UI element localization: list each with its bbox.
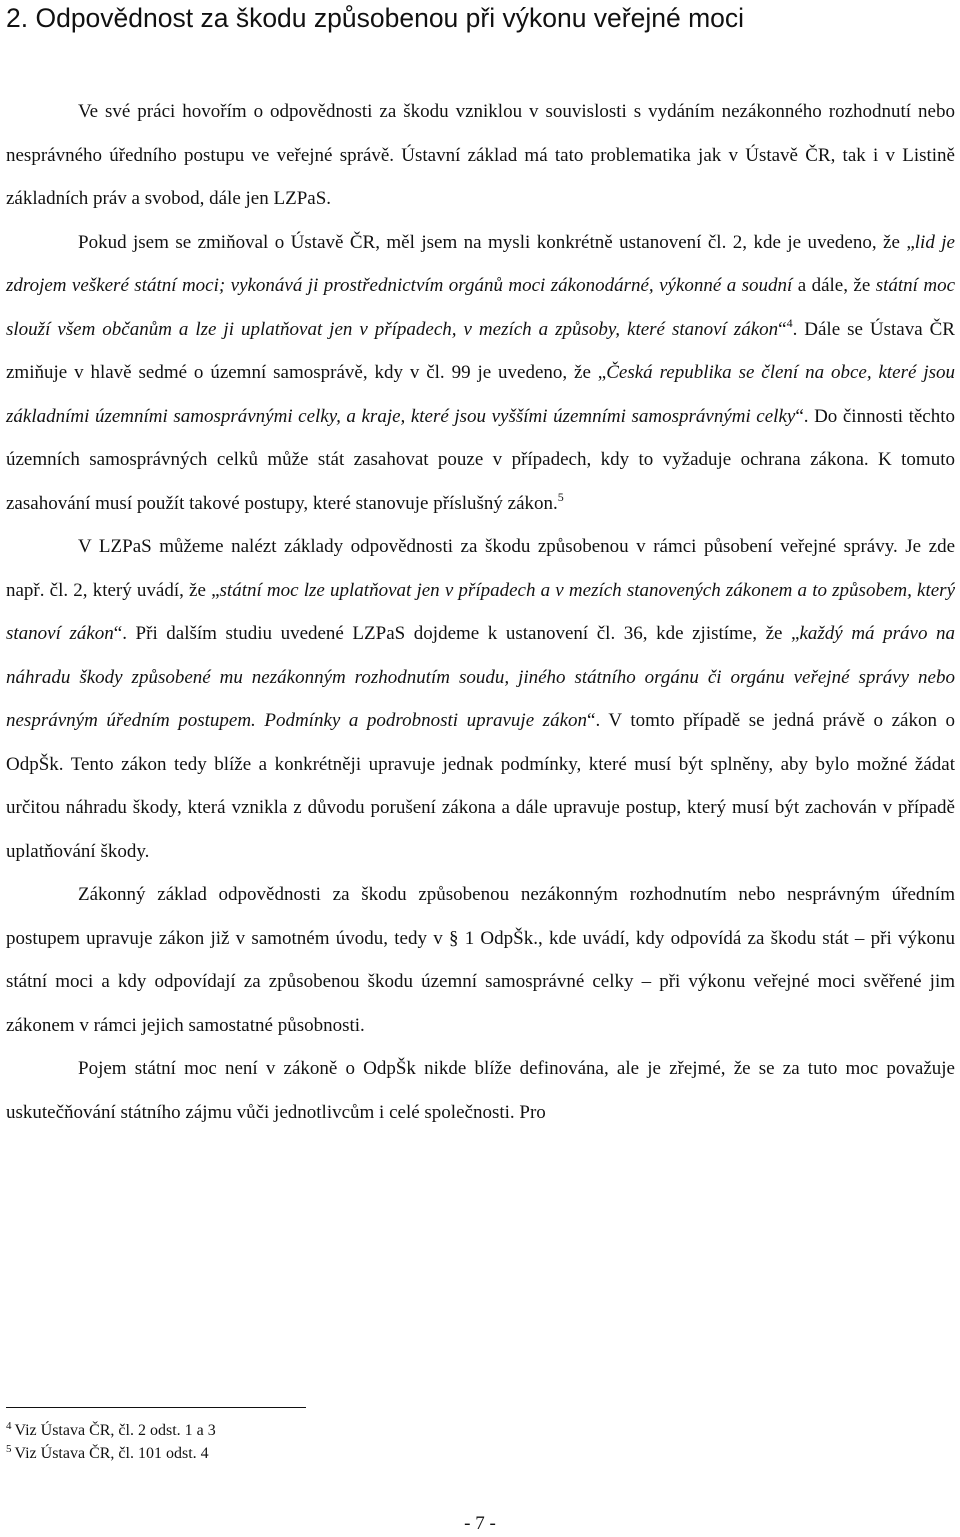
footnote-text: Viz Ústava ČR, čl. 2 odst. 1 a 3 bbox=[14, 1422, 216, 1439]
text-run: Pokud jsem se zmiňoval o Ústavě ČR, měl jsem na mysli konkrétně ustanovení čl. 2, kde je uvedeno, že „ bbox=[78, 231, 915, 253]
text-run: “. Do činnosti těchto územních samosprávných celků může stát zasahovat pouze v případech, kdy to vyžaduje ochrana zákona. K tomuto zasahování musí použít takové postupy, které stanovuje příslušný zákon. bbox=[6, 405, 955, 514]
paragraph-constitution bbox=[6, 221, 955, 526]
footnote-reference-4[interactable]: 4 bbox=[786, 315, 793, 330]
footnote-number: 5 bbox=[6, 1443, 12, 1455]
footnote-text: Viz Ústava ČR, čl. 101 odst. 4 bbox=[14, 1445, 209, 1462]
text-run: a dále, že bbox=[792, 275, 876, 296]
quote-state-power: státní moc slouží všem občanům a lze ji uplatňovat jen v případech, v mezích a způsoby, které stanoví zákon bbox=[6, 275, 956, 340]
quote-article-2: lid je zdrojem veškeré státní moci; vykonává ji prostřednictvím orgánů moci zákonodárné, výkonné a soudní bbox=[6, 231, 955, 296]
paragraph-statutory-basis: Zákonný základ odpovědnosti za škodu způsobenou nezákonným rozhodnutím nebo nesprávným úředním postupem upravuje zákon již v samotném úvodu, tedy v § 1 OdpŠk., kde uvádí, kdy odpovídá za škodu stát – při výkonu státní moci a kdy odpovídají za způsobenou škodu územní samosprávné celky – při výkonu veřejné moci svěřené jim zákonem v rámci jejich samostatné působnosti. bbox=[6, 884, 955, 1036]
footnote-5 bbox=[6, 1442, 606, 1465]
closing-quote: “ bbox=[778, 318, 787, 340]
page-number: - 7 - bbox=[464, 1513, 496, 1534]
paragraph-charter bbox=[6, 525, 955, 873]
footnotes bbox=[6, 1419, 606, 1465]
quote-article-99: Česká republika se člení na obce, které jsou základními územními samosprávnými celky, a kraje, které jsou vyššími územními samosprávnými celky bbox=[6, 362, 956, 427]
paragraph-intro: Ve své práci hovořím o odpovědnosti za škodu vzniklou v souvislosti s vydáním nezákonného rozhodnutí nebo nesprávného úředního postupu ve veřejné správě. Ústavní základ má tato problematika jak v Ústavě ČR, tak i v Listině základních práv a svobod, dále jen LZPaS. bbox=[6, 101, 955, 209]
footnote-4 bbox=[6, 1419, 606, 1442]
footnote-reference-5[interactable]: 5 bbox=[557, 489, 564, 504]
text-run: V LZPaS můžeme nalézt základy odpovědnosti za škodu způsobenou v rámci působení veřejné správy. Je zde např. čl. 2, který uvádí, že „ bbox=[6, 536, 955, 601]
text-run: . Dále se Ústava ČR zmiňuje v hlavě sedmé o územní samosprávě, kdy v čl. 99 je uvedeno, že „ bbox=[6, 318, 955, 383]
footnote-number: 4 bbox=[6, 1420, 12, 1432]
body-text bbox=[6, 90, 955, 1134]
quote-charter-article-2: státní moc lze uplatňovat jen v případech a v mezích stanovených zákonem a to způsobem, který stanoví zákon bbox=[6, 579, 955, 644]
footnote-separator bbox=[6, 1407, 306, 1408]
chapter-heading: 2. Odpovědnost za škodu způsobenou při výkonu veřejné moci bbox=[6, 3, 745, 33]
paragraph-state-power: Pojem státní moc není v zákoně o OdpŠk nikde blíže definována, ale je zřejmé, že se za tuto moc považuje uskutečňování státního zájmu vůči jednotlivcům i celé společnosti. Pro bbox=[6, 1058, 955, 1123]
text-run: “. V tomto případě se jedná právě o zákon o OdpŠk. Tento zákon tedy blíže a konkrétněji upravuje jednak podmínky, které musí být splněny, aby bylo možné žádat určitou náhradu škody, která vznikla z důvodu porušení zákona a dále upravuje postup, který musí být zachován v případě uplatňování škody. bbox=[6, 710, 955, 862]
quote-charter-article-36: každý má právo na náhradu škody způsobené mu nezákonným rozhodnutím soudu, jiného státního orgánu či orgánu veřejné správy nebo nesprávným úředním postupem. Podmínky a podrobnosti upravuje zákon bbox=[6, 623, 956, 731]
text-run: “. Při dalším studiu uvedené LZPaS dojdeme k ustanovení čl. 36, kde zjistíme, že „ bbox=[113, 623, 800, 644]
